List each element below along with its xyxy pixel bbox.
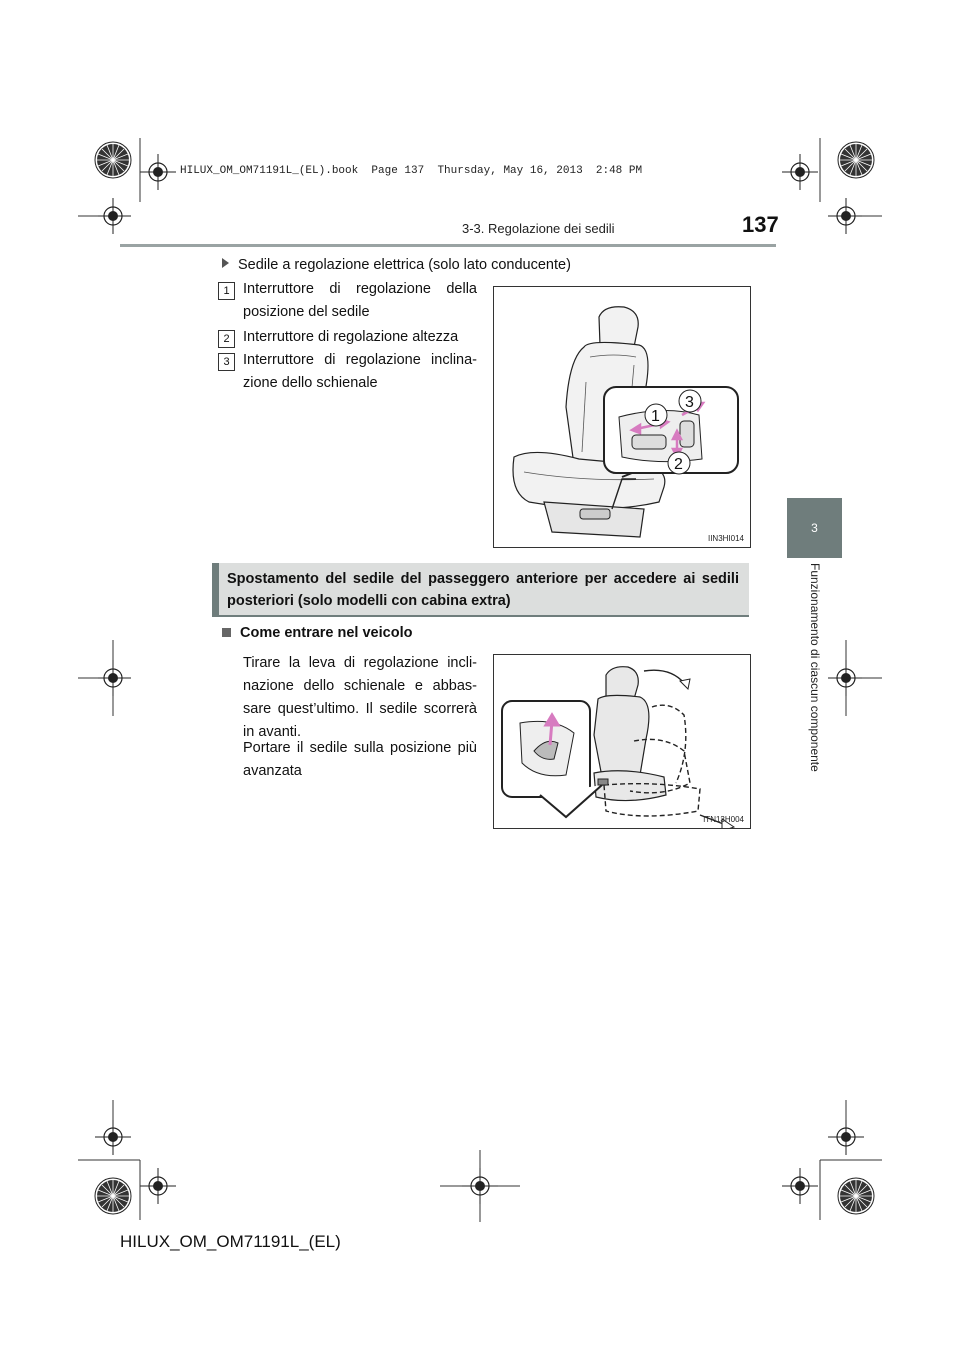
- print-stamp: HILUX_OM_OM71191L_(EL).book Page 137 Thursday, May 16, 2013 2:48 PM: [180, 165, 643, 177]
- item-text-1: Interruttore di regolazione della posizione del sedile: [243, 281, 477, 320]
- power-seat-figure: [493, 286, 751, 548]
- starburst-mark-bottom-left: [95, 1178, 131, 1214]
- figure-callout-1: 1: [651, 408, 660, 425]
- page-number: 137: [742, 212, 779, 237]
- paragraph-1: Tirare la leva di regolazione incli-nazione dello schienale e abbas-sare quest’ultimo. Il sedile scorrerà in avanti.: [243, 655, 477, 740]
- section-heading-rule: [212, 615, 749, 617]
- item-number-3: 3: [218, 353, 235, 371]
- section-heading: [212, 563, 749, 615]
- section-title: 3-3. Regolazione dei sedili: [462, 221, 615, 236]
- starburst-mark-top-right: [838, 142, 874, 178]
- starburst-mark-top-left: [95, 142, 131, 178]
- footer-code: HILUX_OM_OM71191L_(EL): [120, 1232, 341, 1251]
- power-seat-illustration: [494, 287, 750, 547]
- square-bullet-icon: [222, 628, 231, 637]
- starburst-mark-bottom-right: [838, 1178, 874, 1214]
- item-number-1: 1: [218, 282, 235, 300]
- item-text-3: Interruttore di regolazione inclina-zione dello schienale: [243, 352, 477, 391]
- item-number-2: 2: [218, 330, 235, 348]
- subheading: [222, 625, 412, 641]
- figure-code-2: ITN13H004: [703, 815, 744, 824]
- chapter-label: Funzionamento di ciascun componente: [808, 563, 822, 772]
- triangle-bullet-icon: [222, 258, 229, 268]
- figure-code-1: IIN3HI014: [707, 534, 744, 543]
- power-seat-bullet: [222, 257, 571, 273]
- passenger-seat-illustration: [494, 655, 750, 828]
- chapter-tab-number: 3: [811, 521, 818, 535]
- header-rule: [120, 244, 776, 247]
- passenger-seat-figure: [493, 654, 751, 829]
- figure-callout-3: 3: [685, 394, 694, 411]
- power-seat-bullet-text: Sedile a regolazione elettrica (solo lato conducente): [238, 257, 571, 273]
- item-text-2: Interruttore di regolazione altezza: [243, 329, 459, 345]
- paragraph-2: Portare il sedile sulla posizione più avanzata: [243, 740, 477, 779]
- figure-callout-2: 2: [674, 456, 683, 473]
- section-heading-text: Spostamento del sedile del passeggero anteriore per accedere ai sedili posteriori (solo modelli con cabina extra): [227, 571, 739, 609]
- subheading-text: Come entrare nel veicolo: [240, 625, 413, 641]
